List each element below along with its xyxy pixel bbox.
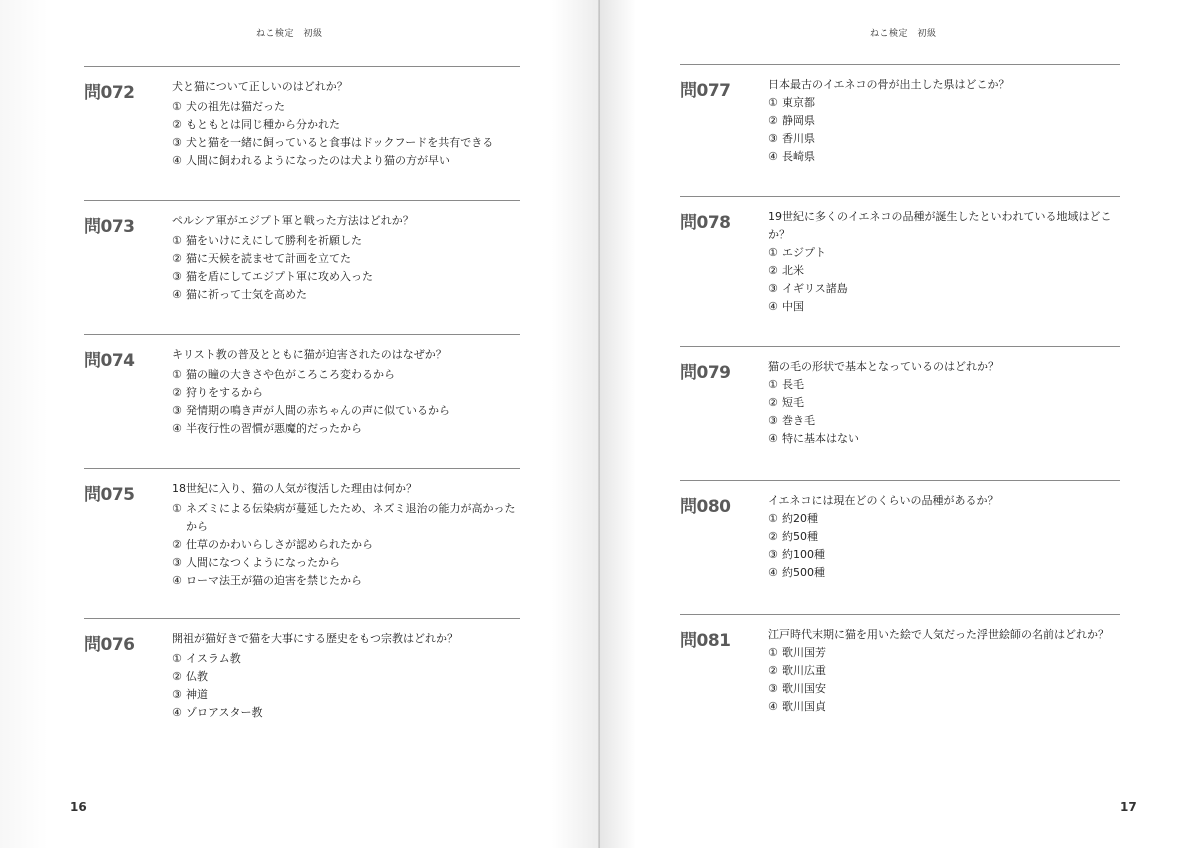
- option-3: [172, 268, 522, 286]
- option-1: [768, 510, 1118, 528]
- option-text: 狩りをするから: [186, 386, 263, 399]
- option-4: [768, 148, 1118, 166]
- option-mark: ④: [172, 288, 182, 301]
- option-mark: ③: [172, 136, 182, 149]
- option-mark: ④: [172, 422, 182, 435]
- option-mark: ②: [172, 670, 182, 683]
- option-text: ネズミによる伝染病が蔓延したため、ネズミ退治の能力が高かったから: [186, 502, 516, 533]
- option-text: 猫を盾にしてエジプト軍に攻め入った: [186, 270, 373, 283]
- option-text: 約50種: [782, 530, 818, 543]
- option-text: 発情期の鳴き声が人間の赤ちゃんの声に似ているから: [186, 404, 450, 417]
- option-text: 静岡県: [782, 114, 815, 127]
- option-3: [172, 402, 522, 420]
- option-1: [172, 500, 522, 536]
- option-4: [768, 564, 1118, 582]
- option-1: [768, 94, 1118, 112]
- option-4: [172, 286, 522, 304]
- question-text: 開祖が猫好きで猫を大事にする歴史をもつ宗教はどれか？: [172, 632, 458, 645]
- option-2: [768, 262, 1118, 280]
- option-text: 北米: [782, 264, 804, 277]
- option-mark: ②: [172, 118, 182, 131]
- option-mark: ①: [172, 502, 182, 515]
- option-mark: ③: [172, 688, 182, 701]
- option-mark: ④: [172, 706, 182, 719]
- question-text: イエネコには現在どのくらいの品種があるか？: [768, 494, 999, 507]
- divider: [84, 334, 520, 335]
- option-list: [172, 500, 522, 590]
- question-number: 問081: [680, 631, 731, 651]
- divider: [84, 618, 520, 619]
- option-text: 猫に祈って士気を高めた: [186, 288, 307, 301]
- option-2: [768, 112, 1118, 130]
- option-mark: ①: [768, 246, 778, 259]
- option-text: 特に基本はない: [782, 432, 859, 445]
- option-text: 仏教: [186, 670, 208, 683]
- running-head: ねこ検定 初級: [870, 29, 937, 39]
- question-text: キリスト教の普及とともに猫が迫害されたのはなぜか？: [172, 348, 447, 361]
- option-text: 歌川広重: [782, 664, 826, 677]
- option-text: 香川県: [782, 132, 815, 145]
- question-number: 問078: [680, 213, 731, 233]
- question-number: 問080: [680, 497, 731, 517]
- question-text: 日本最古のイエネコの骨が出土した県はどこか？: [768, 78, 1010, 91]
- divider: [84, 66, 520, 67]
- option-mark: ④: [768, 566, 778, 579]
- option-2: [172, 536, 522, 554]
- option-mark: ③: [768, 414, 778, 427]
- option-text: 長毛: [782, 378, 804, 391]
- option-mark: ③: [768, 282, 778, 295]
- option-text: イスラム教: [186, 652, 241, 665]
- option-list: [768, 376, 1118, 448]
- option-mark: ②: [768, 114, 778, 127]
- option-3: [172, 134, 522, 152]
- option-1: [172, 366, 522, 384]
- option-mark: ②: [768, 264, 778, 277]
- option-text: 犬と猫を一緒に飼っていると食事はドックフードを共有できる: [186, 136, 494, 149]
- option-4: [172, 420, 522, 438]
- divider: [84, 468, 520, 469]
- option-text: 短毛: [782, 396, 804, 409]
- option-mark: ②: [172, 386, 182, 399]
- option-mark: ③: [768, 132, 778, 145]
- option-list: [768, 510, 1118, 582]
- option-4: [172, 572, 522, 590]
- option-text: 猫をいけにえにして勝利を祈願した: [186, 234, 362, 247]
- option-2: [172, 668, 522, 686]
- option-mark: ④: [768, 432, 778, 445]
- option-1: [768, 244, 1118, 262]
- option-text: 半夜行性の習慣が悪魔的だったから: [186, 422, 362, 435]
- option-mark: ④: [768, 150, 778, 163]
- option-mark: ③: [768, 682, 778, 695]
- divider: [84, 200, 520, 201]
- option-text: もともとは同じ種から分かれた: [186, 118, 340, 131]
- option-text: 約100種: [782, 548, 825, 561]
- option-4: [768, 298, 1118, 316]
- option-list: [172, 366, 522, 438]
- option-text: 人間になつくようになったから: [186, 556, 340, 569]
- option-3: [172, 686, 522, 704]
- option-text: 東京都: [782, 96, 815, 109]
- option-mark: ①: [768, 378, 778, 391]
- option-1: [172, 650, 522, 668]
- option-mark: ②: [768, 664, 778, 677]
- question-number: 問079: [680, 363, 731, 383]
- option-text: 神道: [186, 688, 208, 701]
- option-text: 巻き毛: [782, 414, 815, 427]
- option-mark: ②: [172, 538, 182, 551]
- option-text: 歌川国安: [782, 682, 826, 695]
- option-text: 犬の祖先は猫だった: [186, 100, 285, 113]
- question-number: 問073: [84, 217, 135, 237]
- divider: [680, 196, 1120, 197]
- option-2: [768, 394, 1118, 412]
- option-mark: ①: [172, 368, 182, 381]
- divider: [680, 64, 1120, 65]
- option-list: [172, 232, 522, 304]
- option-text: 人間に飼われるようになったのは犬より猫の方が早い: [186, 154, 450, 167]
- option-4: [768, 698, 1118, 716]
- option-mark: ①: [768, 512, 778, 525]
- option-3: [172, 554, 522, 572]
- option-text: 猫に天候を読ませて計画を立てた: [186, 252, 351, 265]
- option-mark: ①: [172, 652, 182, 665]
- option-mark: ③: [172, 556, 182, 569]
- question-number: 問076: [84, 635, 135, 655]
- question-text: 猫の毛の形状で基本となっているのはどれか？: [768, 360, 999, 373]
- option-mark: ②: [172, 252, 182, 265]
- option-text: ゾロアスター教: [186, 706, 263, 719]
- option-text: 歌川国貞: [782, 700, 826, 713]
- option-text: 長崎県: [782, 150, 815, 163]
- option-mark: ③: [172, 270, 182, 283]
- question-number: 問075: [84, 485, 135, 505]
- option-2: [172, 116, 522, 134]
- option-mark: ④: [768, 700, 778, 713]
- option-text: 約20種: [782, 512, 818, 525]
- divider: [680, 614, 1120, 615]
- option-mark: ②: [768, 530, 778, 543]
- option-1: [172, 232, 522, 250]
- question-text: 犬と猫について正しいのはどれか？: [172, 80, 348, 93]
- option-list: [172, 650, 522, 722]
- question-text: 江戸時代末期に猫を用いた絵で人気だった浮世絵師の名前はどれか？: [768, 628, 1109, 641]
- option-mark: ①: [172, 234, 182, 247]
- option-list: [768, 244, 1118, 316]
- option-4: [172, 704, 522, 722]
- option-mark: ②: [768, 396, 778, 409]
- option-list: [768, 644, 1118, 716]
- option-mark: ①: [768, 96, 778, 109]
- option-list: [172, 98, 522, 170]
- option-2: [768, 662, 1118, 680]
- question-number: 問077: [680, 81, 731, 101]
- question-number: 問074: [84, 351, 135, 371]
- option-text: エジプト: [782, 246, 826, 259]
- option-4: [172, 152, 522, 170]
- option-list: [768, 94, 1118, 166]
- option-mark: ④: [768, 300, 778, 313]
- question-text: 19世紀に多くのイエネコの品種が誕生したといわれている地域はどこか？: [768, 210, 1112, 241]
- option-1: [768, 376, 1118, 394]
- option-text: 中国: [782, 300, 804, 313]
- option-mark: ①: [172, 100, 182, 113]
- option-3: [768, 546, 1118, 564]
- option-3: [768, 130, 1118, 148]
- option-2: [172, 250, 522, 268]
- option-3: [768, 680, 1118, 698]
- option-mark: ①: [768, 646, 778, 659]
- divider: [680, 480, 1120, 481]
- divider: [680, 346, 1120, 347]
- option-text: 歌川国芳: [782, 646, 826, 659]
- option-mark: ③: [172, 404, 182, 417]
- question-number: 問072: [84, 83, 135, 103]
- option-mark: ④: [172, 574, 182, 587]
- option-3: [768, 280, 1118, 298]
- option-text: 仕草のかわいらしさが認められたから: [186, 538, 373, 551]
- question-text: ペルシア軍がエジプト軍と戦った方法はどれか？: [172, 214, 414, 227]
- option-mark: ③: [768, 548, 778, 561]
- option-text: イギリス諸島: [782, 282, 848, 295]
- option-text: ローマ法王が猫の迫害を禁じたから: [186, 574, 362, 587]
- option-mark: ④: [172, 154, 182, 167]
- page-number: 16: [70, 800, 87, 814]
- option-text: 猫の瞳の大きさや色がころころ変わるから: [186, 368, 395, 381]
- page-number: 17: [1120, 800, 1137, 814]
- right-page: [600, 0, 1200, 848]
- option-2: [768, 528, 1118, 546]
- option-1: [172, 98, 522, 116]
- running-head: ねこ検定 初級: [256, 29, 323, 39]
- option-2: [172, 384, 522, 402]
- option-3: [768, 412, 1118, 430]
- question-text: 18世紀に入り、猫の人気が復活した理由は何か？: [172, 482, 417, 495]
- option-4: [768, 430, 1118, 448]
- option-text: 約500種: [782, 566, 825, 579]
- option-1: [768, 644, 1118, 662]
